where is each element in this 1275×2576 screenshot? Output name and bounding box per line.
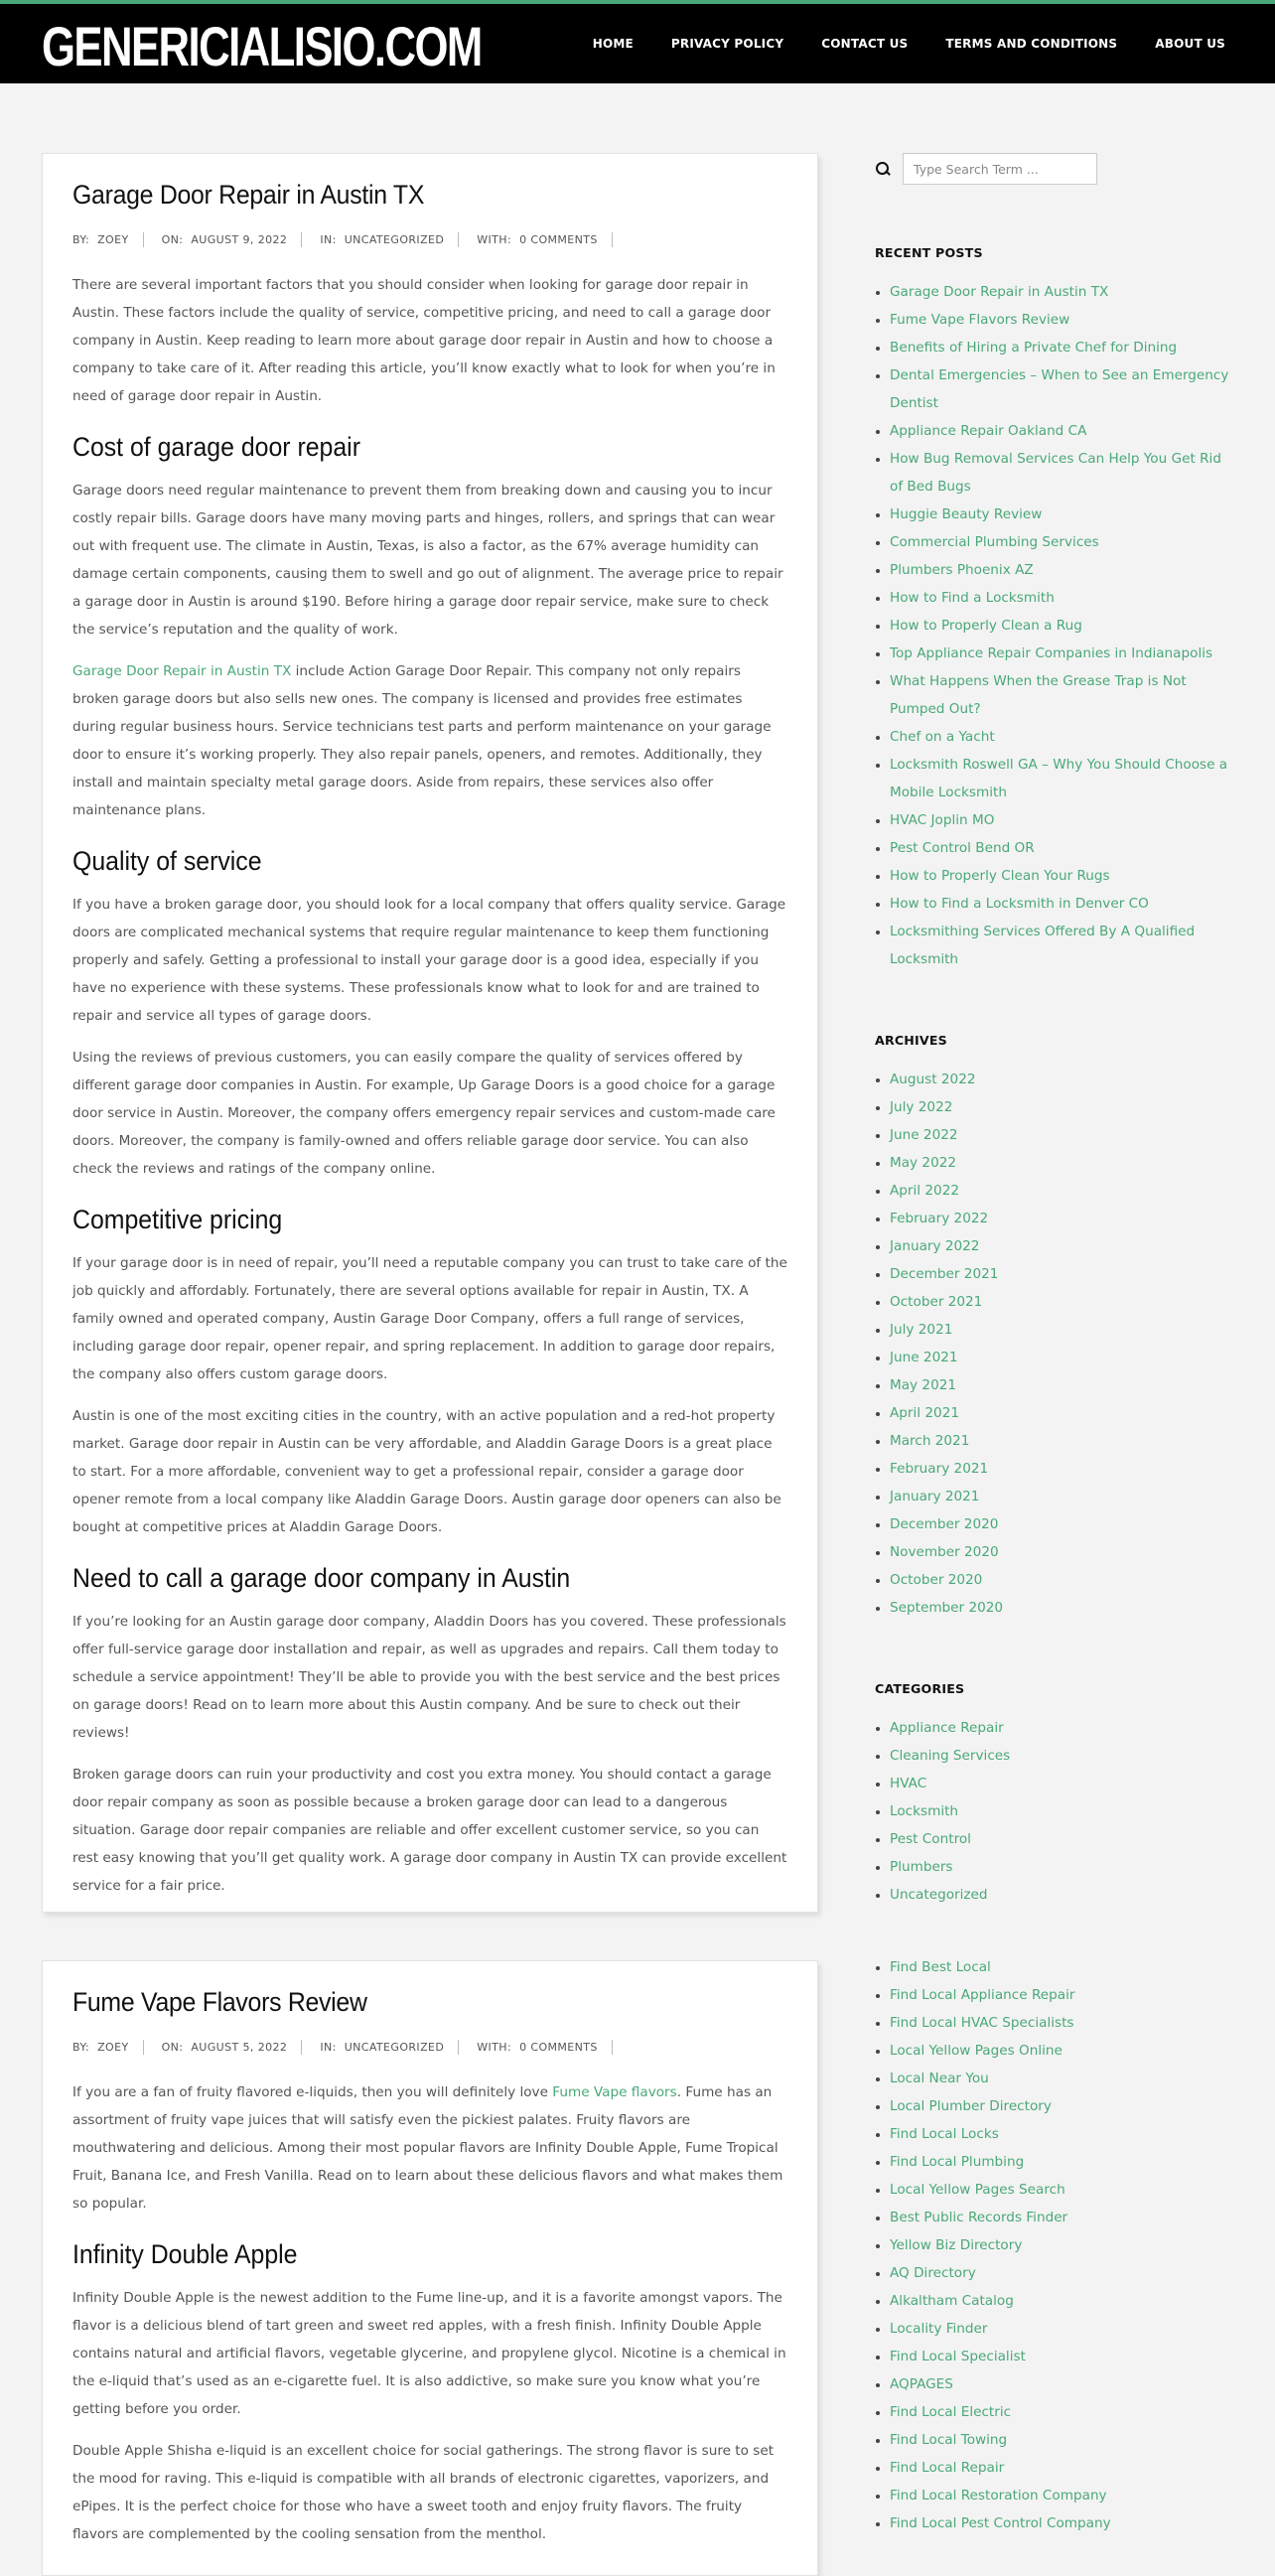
sidebar-link[interactable]: July 2022 [890, 1099, 953, 1115]
sidebar-link[interactable]: February 2021 [890, 1461, 989, 1477]
list-item [890, 1853, 1238, 1881]
list-item [890, 1770, 1238, 1797]
list-item [890, 2120, 1238, 2148]
paragraph-text: . Fume has an assortment of fruity vape juices that will satisfy even the pickiest palates. Fruity flavors are mouthwatering and delicious. Among their most popular flavors are Infinity Double Apple, Fume Tropical Fruit, Banana Ice, and Fresh Vanilla. Read on to learn about these delicious flavors and what makes them so popular. [72, 2084, 783, 2212]
paragraph: There are several important factors that you should consider when looking for garage door repair in Austin. These factors include the quality of service, competitive pricing, and need to call a garage door company in Austin. Keep reading to learn more about garage door repair in Austin and how to choose a company to take care of it. After reading this article, you’ll know exactly what to look for when you’re in need of garage door repair in Austin. [72, 277, 776, 404]
sidebar-link[interactable]: How to Properly Clean Your Rugs [890, 868, 1110, 884]
sidebar-link[interactable]: Find Local Locks [890, 2126, 999, 2142]
list-item [890, 1455, 1238, 1483]
sidebar-link[interactable]: Plumbers [890, 1859, 953, 1875]
list-item [890, 2037, 1238, 2065]
sidebar-link[interactable]: Dental Emergencies – When to See an Emergency Dentist [890, 367, 1229, 411]
meta-author-value[interactable]: ZOEY [97, 233, 129, 246]
list-item [890, 1510, 1238, 1538]
list-item [890, 1566, 1238, 1594]
list-item [890, 1093, 1238, 1121]
sidebar-link[interactable]: Pest Control Bend OR [890, 840, 1035, 856]
sidebar-link[interactable]: Find Local Repair [890, 2460, 1005, 2476]
list-item [890, 612, 1238, 640]
meta-author-label: BY: [72, 233, 90, 246]
list-item [890, 918, 1238, 973]
list-item [890, 278, 1238, 306]
sidebar-link[interactable]: May 2021 [890, 1377, 957, 1393]
list-item [890, 1825, 1238, 1853]
meta-comments-label: WITH: [477, 2041, 512, 2054]
sidebar-link[interactable]: Find Local Plumbing [890, 2154, 1025, 2170]
list-item [890, 751, 1238, 806]
recent-posts-widget [875, 245, 1238, 973]
post-card [42, 1960, 818, 2576]
list-item [890, 361, 1238, 417]
sidebar-link[interactable]: Best Public Records Finder [890, 2210, 1068, 2225]
list-item [890, 862, 1238, 890]
list-item [890, 1742, 1238, 1770]
sidebar-link[interactable]: Pest Control [890, 1831, 971, 1847]
list-item [890, 2454, 1238, 2482]
sidebar-link[interactable]: Appliance Repair [890, 1720, 1004, 1736]
list-item [890, 2287, 1238, 2315]
meta-author-value[interactable]: ZOEY [97, 2041, 129, 2054]
sidebar-link[interactable]: Locksmith Roswell GA – Why You Should Choose a Mobile Locksmith [890, 757, 1228, 800]
section-heading: Quality of service [72, 846, 262, 876]
list-item [890, 1538, 1238, 1566]
sidebar-link[interactable]: What Happens When the Grease Trap is Not Pumped Out? [890, 673, 1187, 717]
paragraph: Double Apple Shisha e-liquid is an excellent choice for social gatherings. The strong flavor is sure to set the mood for raving. This e-liquid is compatible with all brands of electronic cigarettes, vaporizers, and ePipes. It is the perfect choice for those who have a sweet tooth and enjoy fruity flavors. The fruity flavors are complemented by the cooling sensation from the menthol. [72, 2443, 775, 2542]
paragraph [72, 2078, 787, 2218]
inline-link[interactable]: Garage Door Repair in Austin TX [72, 663, 292, 679]
post-title[interactable]: Fume Vape Flavors Review [72, 1987, 367, 2017]
post-meta [72, 2040, 787, 2055]
meta-author-label: BY: [72, 2041, 90, 2054]
meta-author [72, 2040, 144, 2055]
list-item [890, 501, 1238, 528]
list-item [890, 306, 1238, 334]
sidebar-link[interactable]: January 2022 [890, 1238, 980, 1254]
sidebar-link[interactable]: Find Local Pest Control Company [890, 2515, 1111, 2531]
links-widget [875, 1953, 1238, 2537]
archives-widget [875, 1033, 1238, 1622]
meta-category [320, 2040, 459, 2055]
sidebar-link[interactable]: Commercial Plumbing Services [890, 534, 1099, 550]
list-item [890, 1371, 1238, 1399]
meta-category [320, 232, 459, 247]
sidebar-link[interactable]: Yellow Biz Directory [890, 2237, 1023, 2253]
sidebar-link[interactable]: September 2020 [890, 1600, 1004, 1616]
list-item [890, 2092, 1238, 2120]
sidebar-link[interactable]: AQ Directory [890, 2265, 976, 2281]
sidebar-link[interactable]: April 2021 [890, 1405, 959, 1421]
list-item [890, 2009, 1238, 2037]
sidebar-link[interactable]: December 2020 [890, 1516, 999, 1532]
site-header [0, 0, 1275, 83]
meta-date-value: AUGUST 9, 2022 [191, 233, 288, 246]
paragraph-text: include Action Garage Door Repair. This company not only repairs broken garage doors but also sells new ones. The company is licensed and provides free estimates during regular business hours. Service technicians test parts and perform maintenance on your garage door to ensure it’s working properly. They also repair panels, openers, and remotes. Additionally, they install and maintain specialty metal garage doors. Aside from repairs, these services also offer maintenance plans. [72, 663, 772, 818]
sidebar-link[interactable]: How Bug Removal Services Can Help You Get Rid of Bed Bugs [890, 451, 1221, 495]
paragraph-text: If you are a fan of fruity flavored e-liquids, then you will definitely love [72, 2084, 553, 2100]
meta-comments [477, 2040, 613, 2055]
sidebar-link[interactable]: Alkaltham Catalog [890, 2293, 1014, 2309]
section-heading: Competitive pricing [72, 1205, 283, 1234]
widget-title: RECENT POSTS [875, 245, 983, 260]
archives-list [875, 1066, 1238, 1622]
sidebar-link[interactable]: Locksmith [890, 1803, 959, 1819]
sidebar-link[interactable]: Find Local HVAC Specialists [890, 2015, 1074, 2031]
sidebar-link[interactable]: Find Local Electric [890, 2404, 1012, 2420]
list-item [890, 806, 1238, 834]
list-item [890, 1066, 1238, 1093]
sidebar-link[interactable]: Find Local Appliance Repair [890, 1987, 1075, 2003]
meta-category-value[interactable]: UNCATEGORIZED [344, 233, 445, 246]
sidebar-link[interactable]: January 2021 [890, 1489, 980, 1504]
list-item [890, 1149, 1238, 1177]
meta-date-value: AUGUST 5, 2022 [191, 2041, 288, 2054]
sidebar-link[interactable]: Find Local Specialist [890, 2349, 1026, 2364]
sidebar-link[interactable]: Locksmithing Services Offered By A Qualified Locksmith [890, 924, 1196, 967]
list-item [890, 1121, 1238, 1149]
widget-title: CATEGORIES [875, 1681, 965, 1696]
paragraph: Using the reviews of previous customers, you can easily compare the quality of services offered by different garage door companies in Austin. For example, Up Garage Doors is a good choice for a garage door service in Austin. Moreover, the company offers emergency repair services and custom-made care doors. Moreover, the company is family-owned and offers reliable garage door service. You can also check the reviews and ratings of the company online. [72, 1050, 776, 1177]
paragraph: Infinity Double Apple is the newest addition to the Fume line-up, and it is a favorite amongst vapors. The flavor is a delicious blend of tart green and sweet red apples, with a fresh finish. Infinity Double Apple contains natural and artificial flavors, vegetable glycerine, and propylene glycol. Nicotine is a chemical in the e-liquid that’s used as an e-cigarette fuel. It is also addictive, so make sure you know what you’re getting before you order. [72, 2290, 786, 2417]
list-item [890, 1316, 1238, 1344]
meta-date-label: ON: [161, 233, 184, 246]
post-meta [72, 232, 787, 247]
meta-author [72, 232, 144, 247]
meta-date [162, 2040, 303, 2055]
paragraph: If you’re looking for an Austin garage door company, Aladdin Doors has you covered. These professionals offer full-service garage door installation and repair, as well as upgrades and repairs. Call them today to schedule a service appointment! They’ll be able to provide you with the best service and the best prices on garage doors! Read on to learn more about this Austin company. And be sure to check out their reviews! [72, 1614, 786, 1741]
list-item [890, 1981, 1238, 2009]
search-icon[interactable] [875, 161, 891, 177]
sidebar-link[interactable]: Locality Finder [890, 2321, 988, 2337]
nav-about-us[interactable]: ABOUT US [1155, 37, 1225, 51]
section-heading: Infinity Double Apple [72, 2239, 298, 2269]
categories-widget [875, 1681, 1238, 1909]
list-item [890, 1288, 1238, 1316]
list-item [890, 2482, 1238, 2509]
list-item [890, 1594, 1238, 1622]
paragraph: Austin is one of the most exciting cities in the country, with an active population and a red-hot property market. Garage door repair in Austin can be very affordable, and Aladdin Garage Doors is a great place to start. For a more affordable, convenient way to get a professional repair, consider a garage door opener remote from a local company like Aladdin Garage Doors. Austin garage door openers can also be bought at competitive prices at Aladdin Garage Doors. [72, 1408, 781, 1535]
list-item [890, 334, 1238, 361]
list-item [890, 2370, 1238, 2398]
sidebar-link[interactable]: Find Best Local [890, 1959, 991, 1975]
sidebar-link[interactable]: Cleaning Services [890, 1748, 1011, 1764]
sidebar-link[interactable]: Fume Vape Flavors Review [890, 312, 1070, 328]
list-item [890, 445, 1238, 501]
sidebar-link[interactable]: Garage Door Repair in Austin TX [890, 284, 1109, 300]
inline-link[interactable]: Fume Vape flavors [552, 2084, 677, 2100]
list-item [890, 1260, 1238, 1288]
sidebar-link[interactable]: HVAC Joplin MO [890, 812, 995, 828]
sidebar-link[interactable]: February 2022 [890, 1211, 989, 1226]
list-item [890, 890, 1238, 918]
meta-date-label: ON: [161, 2041, 184, 2054]
list-item [890, 834, 1238, 862]
meta-date [162, 232, 303, 247]
search-widget [875, 153, 1097, 185]
list-item [890, 1797, 1238, 1825]
section-heading: Cost of garage door repair [72, 432, 360, 462]
categories-list [875, 1714, 1238, 1909]
sidebar-link[interactable]: June 2022 [890, 1127, 958, 1143]
sidebar-link[interactable]: AQPAGES [890, 2376, 953, 2392]
list-item [890, 1427, 1238, 1455]
sidebar-link[interactable]: How to Find a Locksmith [890, 590, 1055, 606]
post-body [72, 2078, 787, 2548]
sidebar-link[interactable]: Local Yellow Pages Search [890, 2182, 1065, 2198]
nav-home[interactable]: HOME [592, 37, 634, 51]
list-item [890, 1177, 1238, 1205]
list-item [890, 584, 1238, 612]
nav-terms-and-conditions[interactable]: TERMS AND CONDITIONS [945, 37, 1118, 51]
sidebar-link[interactable]: April 2022 [890, 1183, 959, 1199]
recent-posts-list [875, 278, 1238, 973]
paragraph [72, 657, 787, 824]
sidebar-link[interactable]: Uncategorized [890, 1887, 988, 1903]
sidebar-link[interactable]: October 2020 [890, 1572, 983, 1588]
sidebar-link[interactable]: Local Plumber Directory [890, 2098, 1052, 2114]
list-item [890, 640, 1238, 667]
list-item [890, 556, 1238, 584]
paragraph: Garage doors need regular maintenance to prevent them from breaking down and causing you to incur costly repair bills. Garage doors have many moving parts and hinges, rollers, and springs that can wear out with frequent use. The climate in Austin, Texas, is also a factor, as the 67% average humidity can damage certain components, causing them to swell and go out of alignment. The average price to repair a garage door in Austin is around $190. Before hiring a garage door repair service, make sure to check the service’s reputation and the quality of work. [72, 483, 783, 638]
widget-title: ARCHIVES [875, 1033, 947, 1048]
list-item [890, 1953, 1238, 1981]
list-item [890, 2231, 1238, 2259]
list-item [890, 2509, 1238, 2537]
list-item [890, 1232, 1238, 1260]
meta-category-label: IN: [320, 233, 337, 246]
main-nav [593, 4, 1225, 83]
sidebar-link[interactable]: June 2021 [890, 1350, 958, 1365]
list-item [890, 2259, 1238, 2287]
meta-comments-value[interactable]: 0 COMMENTS [519, 2041, 598, 2054]
list-item [890, 2065, 1238, 2092]
sidebar-link[interactable]: Local Near You [890, 2071, 989, 2086]
sidebar-link[interactable]: How to Find a Locksmith in Denver CO [890, 896, 1149, 912]
nav-privacy-policy[interactable]: PRIVACY POLICY [670, 37, 784, 51]
links-list [875, 1953, 1238, 2537]
list-item [890, 2426, 1238, 2454]
sidebar-link[interactable]: Appliance Repair Oakland CA [890, 423, 1087, 439]
nav-contact-us[interactable]: CONTACT US [821, 37, 909, 51]
sidebar-link[interactable]: Huggie Beauty Review [890, 506, 1043, 522]
sidebar-link[interactable]: December 2021 [890, 1266, 999, 1282]
sidebar-link[interactable]: March 2021 [890, 1433, 970, 1449]
sidebar-link[interactable]: July 2021 [890, 1322, 953, 1338]
list-item [890, 2343, 1238, 2370]
list-item [890, 1399, 1238, 1427]
sidebar-link[interactable]: Find Local Restoration Company [890, 2488, 1107, 2504]
list-item [890, 1344, 1238, 1371]
sidebar-link[interactable]: October 2021 [890, 1294, 983, 1310]
meta-category-label: IN: [320, 2041, 337, 2054]
meta-comments-label: WITH: [477, 233, 512, 246]
list-item [890, 2204, 1238, 2231]
list-item [890, 417, 1238, 445]
list-item [890, 2148, 1238, 2176]
meta-comments-value[interactable]: 0 COMMENTS [519, 233, 598, 246]
meta-comments [477, 232, 613, 247]
section-heading: Need to call a garage door company in Austin [72, 1563, 571, 1593]
post-body [72, 271, 787, 1900]
list-item [890, 2398, 1238, 2426]
list-item [890, 1483, 1238, 1510]
paragraph: Broken garage doors can ruin your productivity and cost you extra money. You should contact a garage door repair company as soon as possible because a broken garage door can lead to a dangerous situation. Garage door repair companies are reliable and offer excellent customer service, so you can rest easy knowing that you’ll get quality work. A garage door company in Austin TX can provide excellent service for a fair price. [72, 1767, 787, 1894]
list-item [890, 1205, 1238, 1232]
meta-category-value[interactable]: UNCATEGORIZED [344, 2041, 445, 2054]
paragraph: If your garage door is in need of repair, you’ll need a reputable company you can trust to take care of the job quickly and affordably. Fortunately, there are several options available for repair in Austin, TX. A family owned and operated company, Austin Garage Door Company, offers a full range of services, including garage door repair, opener repair, and spring replacement. In addition to garage door repairs, the company also offers custom garage doors. [72, 1255, 787, 1382]
search-input[interactable] [903, 153, 1097, 185]
list-item [890, 1881, 1238, 1909]
sidebar-link[interactable]: HVAC [890, 1776, 927, 1791]
list-item [890, 1714, 1238, 1742]
paragraph: If you have a broken garage door, you should look for a local company that offers quality service. Garage doors are complicated mechanical systems that require regular maintenance to keep them functioning properly and safely. Getting a professional to install your garage door is a good idea, especially if you have no experience with these systems. These professionals know what to look for and are trained to repair and service all types of garage doors. [72, 897, 786, 1024]
sidebar-link[interactable]: Benefits of Hiring a Private Chef for Dining [890, 340, 1178, 356]
post-title[interactable]: Garage Door Repair in Austin TX [72, 180, 425, 210]
list-item [890, 528, 1238, 556]
sidebar-link[interactable]: Find Local Towing [890, 2432, 1008, 2448]
sidebar-link[interactable]: Chef on a Yacht [890, 729, 995, 745]
post-card [42, 153, 818, 1913]
sidebar-link[interactable]: How to Properly Clean a Rug [890, 618, 1082, 634]
sidebar-link[interactable]: November 2020 [890, 1544, 999, 1560]
sidebar-link[interactable]: Plumbers Phoenix AZ [890, 562, 1034, 578]
sidebar-link[interactable]: August 2022 [890, 1072, 976, 1087]
sidebar-link[interactable]: Local Yellow Pages Online [890, 2043, 1062, 2059]
list-item [890, 667, 1238, 723]
list-item [890, 2315, 1238, 2343]
sidebar-link[interactable]: May 2022 [890, 1155, 957, 1171]
sidebar-link[interactable]: Top Appliance Repair Companies in Indianapolis [890, 645, 1213, 661]
list-item [890, 2176, 1238, 2204]
list-item [890, 723, 1238, 751]
site-logo[interactable]: GENERICIALISIO.COM [42, 15, 482, 77]
